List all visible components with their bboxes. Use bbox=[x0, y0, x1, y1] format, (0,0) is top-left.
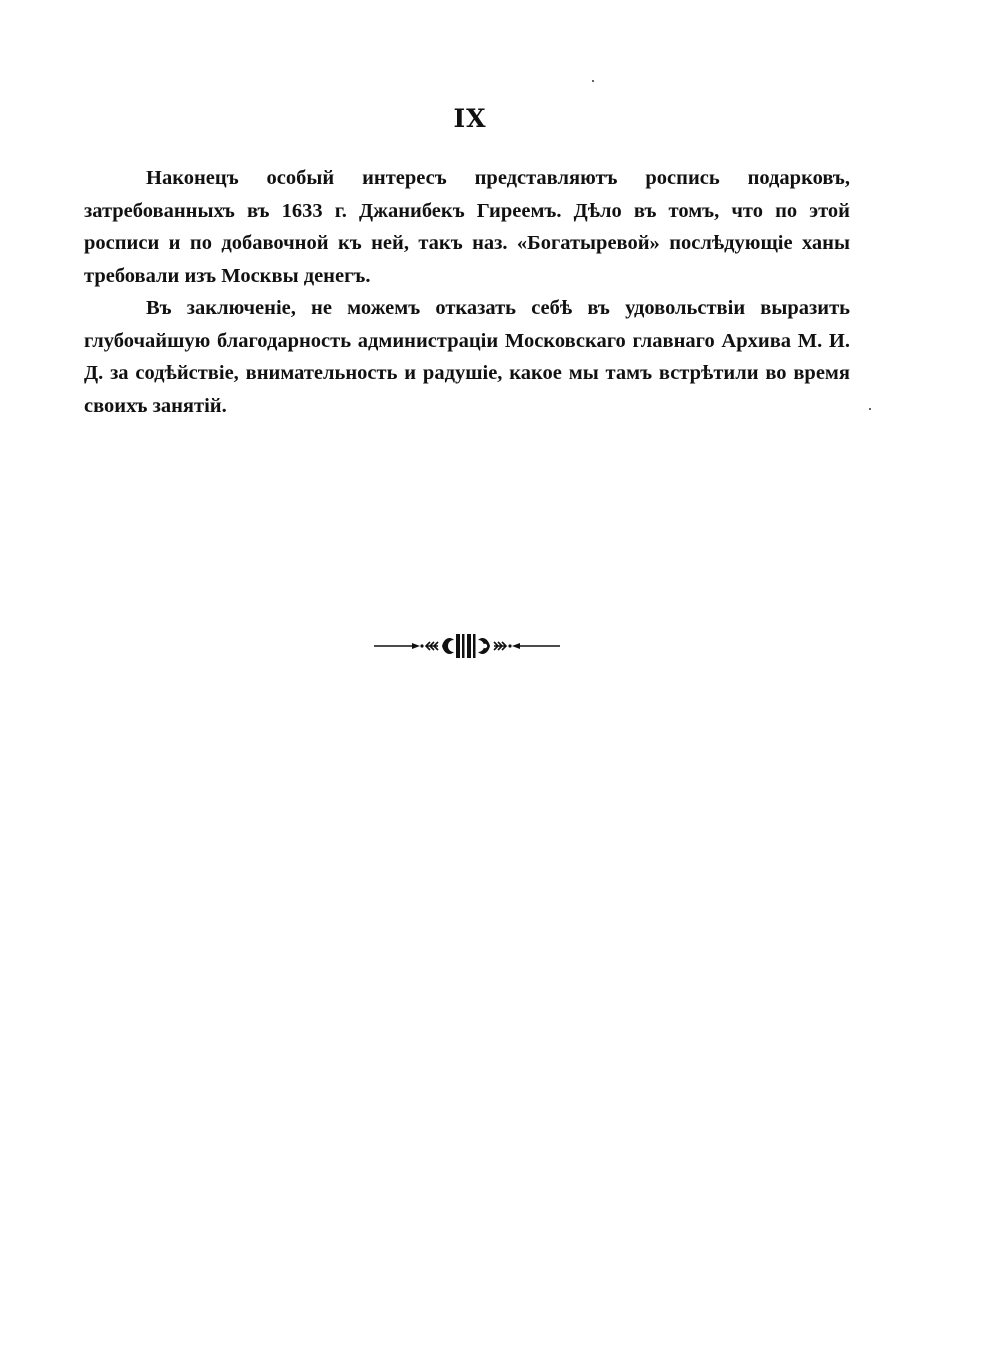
body-text bbox=[84, 162, 850, 422]
printers-ornament-icon bbox=[372, 630, 562, 662]
paragraph-1: Наконецъ особый интересъ представляютъ роспись подарковъ, затребованныхъ въ 1633 г. Джанибекъ Гиреемъ. Дѣло въ томъ, что по этой росписи и по добавочной къ ней, такъ наз. «Богатыревой» послѣдующіе ханы требовали изъ Москвы денегъ. bbox=[84, 167, 850, 287]
paragraph-2: Въ заключеніе, не можемъ отказать себѣ въ удовольствіи выразить глубочайшую благодарность администраціи Московскаго главнаго Архива М. И. Д. за содѣйствіе, внимательность и радушіе, какое мы тамъ встрѣтили во время своихъ занятій. bbox=[84, 297, 850, 417]
print-speck bbox=[869, 408, 871, 410]
page-number: IX bbox=[453, 104, 487, 133]
print-speck bbox=[592, 80, 594, 82]
